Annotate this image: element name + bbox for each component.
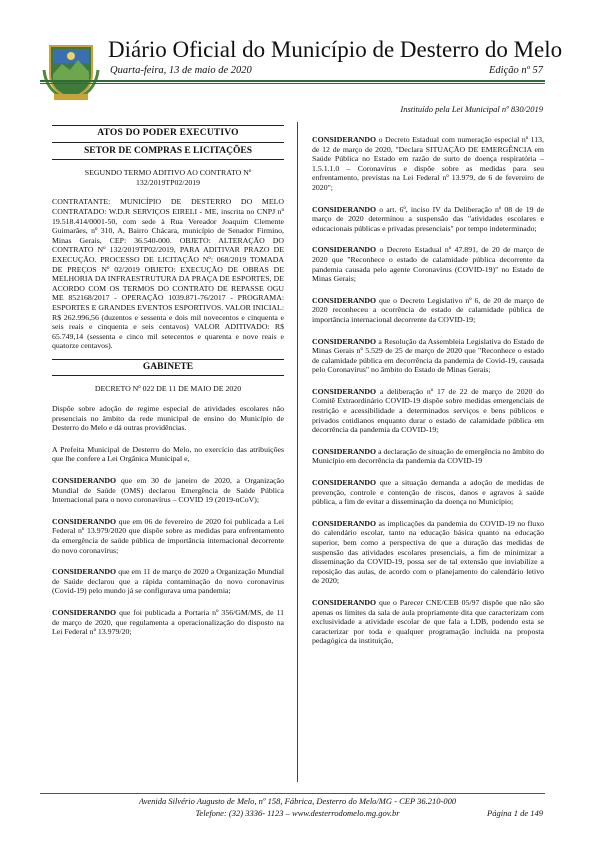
gazette-title: Diário Oficial do Município de Desterro do Melo: [108, 37, 563, 62]
considerando-label: CONSIDERANDO: [312, 135, 377, 144]
considerando-paragraph: [312, 598, 544, 646]
considerando-paragraph: [52, 567, 284, 596]
considerando-label: CONSIDERANDO: [312, 386, 377, 396]
considerando-text: que em 06 de fevereiro de 2020 foi publicada a Lei Federal nº 13.979/2020 que dispõe sobre as medidas para enfrentamento da emergência de saúde pública de importância internacional decorrente do novo coronavírus;: [52, 516, 284, 555]
contract-heading: SEGUNDO TERMO ADITIVO AO CONTRATO Nº 132/2019TP02/2019: [84, 168, 252, 187]
considerando-label: CONSIDERANDO: [312, 295, 377, 305]
considerando-paragraph: [52, 608, 284, 637]
right-column: [312, 135, 544, 658]
considerando-paragraph: [52, 476, 284, 505]
considerando-text: a Resolução da Assembleia Legislativa do Estado de Minas Gerais nº 5.529 de 25 de março de 2020 que "Reconhece o estado de calamidade pública em decorrência da pandemia de Covid-19, causada pelo Coronavírus" no âmbito do Estado de Minas Gerais;: [312, 336, 544, 375]
considerando-paragraph: [312, 478, 544, 507]
considerando-paragraph: [312, 337, 544, 375]
contract-text: CONTRATANTE: MUNICÍPIO DE DESTERRO DO MELO CONTRATADO: W.D.R SERVIÇOS EIRELI - ME, inscrita no CNPJ nº 19.518.414/0001-50, com sede à Rua Vereador Joaquim Clemente Guimarães, nº 310, A, Bairro Chácara, município de Senador Firmino, Minas Gerais, CEP: 36.540-000. OBJETO: ALTERAÇÃO DO CONTRATO Nº 132/2019TP02/2019, PARA ADITIVAR PRAZO DE EXECUÇÃO. PROCESSO DE LICITAÇÃO Nº: 068/2019 TOMADA DE PREÇOS Nº 02/2019 OBJETO: EXECUÇÃO DE OBRAS DE MELHORIA DA INFRAESTRUTURA DA PRAÇA DE ESPORTES, DE ACORDO COM OS TERMOS DO CONTRATO DE REPASSE OGU ME 852168/2017 - OPERAÇÃO 1039.871-76/2017 - PROGRAMA: ESPORTES E GRANDES EVENTOS ESPORTIVOS. VALOR INICIAL: R$ 262.996,56 (duzentos e sessenta e dois mil novecentos e cinquenta e seis reais e cinquenta e seis centavos) VALOR ADITIVADO: R$ 65.749,14 (sessenta e cinco mil setecentos e quarenta e nove reais e quatorze centavos).: [52, 197, 284, 351]
instituted-note: Instituído pela Lei Municipal nº 830/2019: [400, 104, 543, 114]
footer-contact: Telefone: (32) 3336- 1123 – www.desterrodomelo.mg.gov.br: [195, 808, 400, 818]
considerando-label: CONSIDERANDO: [312, 518, 377, 528]
considerando-text: as implicações da pandemia do COVID-19 no fluxo do calendário escolar, tanto na educação básica quanto na educação superior, bem como a perspectiva de que a duração das medidas de suspensão das atividades escolares presenciais, a fim de minimizar a disseminação da COVID-19, possa ser de tal extensão que inviabilize a reposição das aulas, de acordo com o planejamento do calendário letivo de 2020;: [312, 518, 544, 586]
considerando-text: que o Parecer CNE/CEB 05/97 dispõe que não são apenas os limites da sala de aula propriamente dita que caracterizam com exclusividade a atividade escolar de que fala a LDB, podendo esta se caracterizar por toda e qualquer programação incluída na proposta pedagógica da instituição,: [312, 597, 544, 646]
section-procurement: SETOR DE COMPRAS E LICITAÇÕES: [52, 143, 284, 161]
considerando-label: CONSIDERANDO: [312, 204, 377, 214]
considerando-paragraph: [312, 447, 544, 466]
considerando-label: CONSIDERANDO: [52, 476, 117, 486]
header-rule: [40, 80, 545, 82]
page-number: Página 1 de 149: [487, 808, 543, 818]
considerando-label: CONSIDERANDO: [312, 478, 377, 488]
column-divider: [297, 122, 298, 782]
decree-preamble: A Prefeita Municipal de Desterro do Melo, no exercício das atribuições que lhe confere a Lei Orgânica Municipal e,: [52, 444, 284, 464]
considerando-label: CONSIDERANDO: [52, 516, 117, 526]
considerando-text: que em 30 de janeiro de 2020, a Organização Mundial de Saúde (OMS) declarou Emergência de Saúde Pública Internacional para o novo coronavírus – COVID 19 (2019-nCoV);: [52, 476, 284, 505]
considerando-label: CONSIDERANDO: [52, 607, 117, 617]
considerando-label: CONSIDERANDO: [312, 597, 377, 607]
considerando-paragraph: [312, 245, 544, 283]
considerando-paragraph: [312, 135, 544, 193]
considerando-text: a deliberação nº 17 de 22 de março de 2020 do Comitê Extraordinário COVID-19 dispõe sobre medidas emergenciais de restrição e acessibilidade a determinados serviços e bens públicos e privados cotidianos enquanto durar o estado de calamidade pública em decorrência da pandemia da COVID-19;: [312, 386, 544, 435]
considerando-paragraph: [312, 387, 544, 435]
considerando-paragraph: [312, 519, 544, 586]
considerando-text: o Decreto Estadual nº 47.891, de 20 de março de 2020 que "Reconhece o estado de calamidade pública decorrente da pandemia causada pelo agente Coronavírus (COVID-19)" no Estado de Minas Gerais;: [312, 245, 544, 284]
considerando-label: CONSIDERANDO: [312, 446, 377, 456]
section-gabinete: GABINETE: [52, 359, 284, 377]
considerando-text: o Decreto Estadual com numeração especial nº 113, de 12 de março de 2020, "Declara SITUAÇÃO DE EMERGÊNCIA em Saúde Pública no Estado em razão de surto de doença respiratória – 1.5.1.1.0 – Coronavírus e dispõe sobre as medidas para seu enfrentamento, previstas na Lei Federal nº 13.979, de 6 de fevereiro de 2020";: [312, 135, 544, 192]
municipal-crest-icon: [40, 40, 102, 102]
footer-address: Avenida Silvério Augusto de Melo, nº 158, Fábrica, Desterro do Melo/MG - CEP 36.210-000: [138, 796, 457, 806]
considerando-label: CONSIDERANDO: [312, 245, 377, 255]
footer-rule: [40, 793, 545, 794]
considerando-paragraph: [312, 296, 544, 325]
considerando-text: que foi publicada a Portaria nº 356/GM/MS, de 11 de março de 2020, que regulamenta a operacionalização do disposto na Lei Federal nº 13.979/20;: [52, 607, 284, 637]
considerando-paragraph: [312, 205, 544, 234]
decree-summary: Dispõe sobre adoção de regime especial de atividades escolares não presenciais no âmbito da rede municipal de ensino do Município de Desterro do Melo e dá outras providências.: [52, 404, 284, 433]
decree-title: DECRETO Nº 022 DE 11 DE MAIO DE 2020: [94, 384, 242, 394]
considerando-text: que em 11 de março de 2020 a Organização Mundial de Saúde declarou que a rápida contaminação do novo coronavírus (Covid-19) pelo mundo já se configurava uma pandemia;: [52, 567, 284, 596]
considerando-text: que a situação demanda a adoção de medidas de prevenção, controle e contenção de riscos, danos e agravos à saúde pública, a fim de evitar a disseminação da doença no Município;: [312, 478, 544, 507]
section-executive-acts: ATOS DO PODER EXECUTIVO: [52, 125, 284, 143]
header-rule-thin: [40, 83, 545, 84]
left-column: [52, 125, 284, 649]
edition-number: Edição nº 57: [489, 65, 543, 76]
considerando-text: a declaração de situação de emergência no âmbito do Município em decorrência da pandemia da COVID-19: [312, 446, 544, 466]
considerando-text: o art. 6º, inciso IV da Deliberação nº 08 de 19 de março de 2020 determinou a suspensão das "atividades escolares e educacionais públicas e privadas presenciais" por tempo indeterminado;: [312, 204, 544, 233]
considerando-paragraph: [52, 517, 284, 555]
considerando-label: CONSIDERANDO: [312, 336, 377, 346]
considerando-label: CONSIDERANDO: [52, 567, 117, 577]
issue-date: Quarta-feira, 13 de maio de 2020: [110, 65, 252, 76]
considerando-text: que o Decreto Legislativo nº 6, de 20 de março de 2020 reconheceu a ocorrência de estado de calamidade pública de importância internacional decorrente da COVID-19;: [312, 295, 544, 324]
